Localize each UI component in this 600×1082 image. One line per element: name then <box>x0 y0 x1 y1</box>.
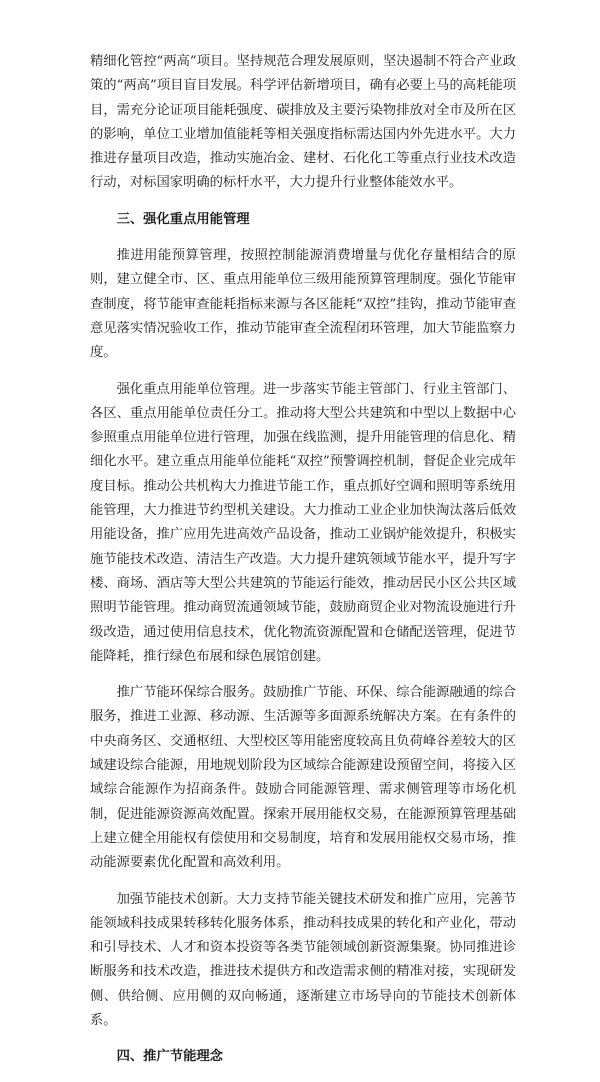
paragraph-key-energy-units: 强化重点用能单位管理。进一步落实节能主管部门、行业主管部门、各区、重点用能单位责任分工。推动将大型公共建筑和中型以上数据中心参照重点用能单位进行管理，加强在线监测，提升用能管理的信息化、精细化水平。建立重点用能单位能耗“双控”预警调控机制，督促企业完成年度目标。推动公共机构大力推进节能工作，重点抓好空调和照明等系统用能管理，大力推进节约型机关建设。大力推动工业企业加快淘汰落后低效用能设备，推广应用先进高效产品设备，推动工业锅炉能效提升，积极实施节能技术改造、清洁生产改造。大力提升建筑领域节能水平，提升写字楼、商场、酒店等大型公共建筑的节能运行能效，推动居民小区公共区域照明节能管理。推动商贸流通领域节能，鼓励商贸企业对物流设施进行升级改造，通过使用信息技术，优化物流资源配置和仓储配送管理，促进节能降耗，推行绿色布展和绿色展馆创建。 <box>90 381 516 664</box>
section-heading-4: 四、推广节能理念 <box>116 1049 223 1065</box>
paragraph-budget-management: 推进用能预算管理，按照控制能源消费增量与优化存量相结合的原则，建立健全市、区、重点用能单位三级用能预算管理制度。强化节能审查制度，将节能审查能耗指标来源与各区能耗“双控”挂钩，推动节能审查意见落实情况验收工作，推动节能审查全流程闭环管理，加大节能监察力度。 <box>90 248 516 361</box>
paragraph-comprehensive-services: 推广节能环保综合服务。鼓励推广节能、环保、综合能源融通的综合服务，推进工业源、移动源、生活源等多面源系统解决方案。在有条件的中央商务区、交通枢纽、大型校区等用能密度较高且负荷峰谷差较大的区域建设综合能源，用地规划阶段为区域综合能源建设预留空间，将接入区域综合能源作为招商条件。鼓励合同能源管理、需求侧管理等市场化机制，促进能源资源高效配置。探索开展用能权交易，在能源预算管理基础上建立健全用能权有偿使用和交易制度，培育和发展用能权交易市场，推动能源要素优化配置和高效利用。 <box>90 685 516 871</box>
paragraph-technology-innovation: 加强节能技术创新。大力支持节能关键技术研发和推广应用，完善节能领域科技成果转移转化服务体系，推动科技成果的转化和产业化，带动和引导技术、人才和资本投资等各类节能领域创新资源集聚。协同推进诊断服务和技术改造，推进技术提供方和改造需求侧的精准对接，实现研发侧、供给侧、应用侧的双向畅通，逐渐建立市场导向的节能技术创新体系。 <box>90 891 516 1028</box>
section-heading-3: 三、强化重点用能管理 <box>116 211 250 227</box>
document-body <box>90 50 516 1082</box>
paragraph-two-high-projects: 精细化管控“两高”项目。坚持规范合理发展原则，坚决遏制不符合产业政策的“两高”项目盲目发展。科学评估新增项目，确有必要上马的高耗能项目，需充分论证项目能耗强度、碳排放及主要污染物排放对全市及所在区的影响，单位工业增加值能耗等相关强度指标需达国内外先进水平。大力推进存量项目改造，推动实施冶金、建材、石化化工等重点行业技术改造行动，对标国家明确的标杆水平，大力提升行业整体能效水平。 <box>90 54 516 191</box>
